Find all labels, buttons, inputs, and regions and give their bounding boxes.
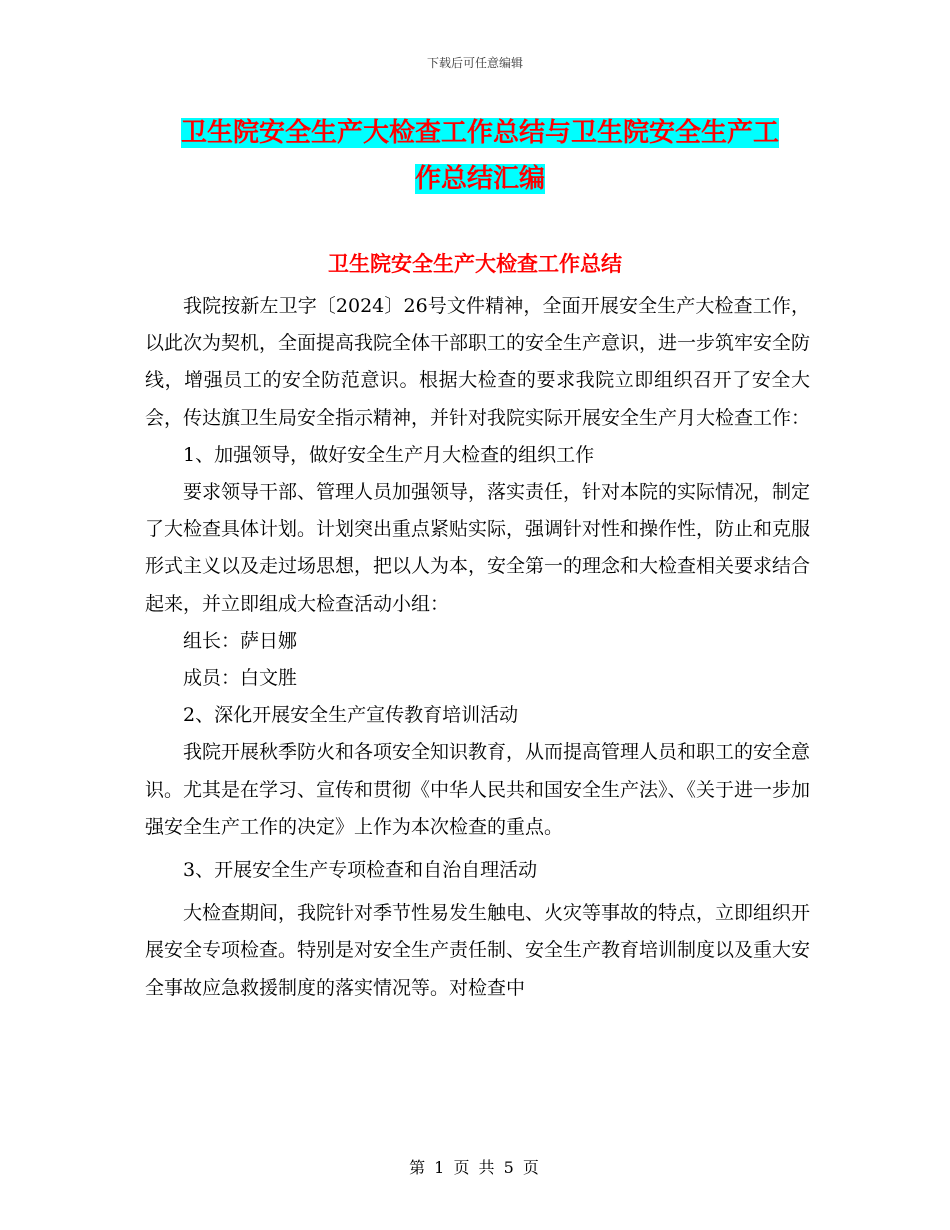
paragraph: 1、加强领导，做好安全生产月大检查的组织工作 xyxy=(183,443,595,466)
header-note: 下载后可任意编辑 xyxy=(426,56,523,70)
section-title: 卫生院安全生产大检查工作总结 xyxy=(328,252,622,276)
page-number-footer: 第 1 页 共 5 页 xyxy=(409,1158,541,1177)
paragraph: 大检查期间，我院针对季节性易发生触电、火灾等事故的特点，立即组织开展安全专项检查。特别是对安全生产责任制、安全生产教育培训制度以及重大安全事故应急救援制度的落实情况等。对检查中 xyxy=(145,902,811,999)
title-line-2: 作总结汇编 xyxy=(414,164,545,194)
paragraph: 成员：白文胜 xyxy=(183,667,298,690)
paragraph: 3、开展安全生产专项检查和自治自理活动 xyxy=(183,859,538,882)
paragraph: 2、深化开展安全生产宣传教育培训活动 xyxy=(183,704,519,727)
paragraph: 我院开展秋季防火和各项安全知识教育，从而提高管理人员和职工的安全意识。尤其是在学习、宣传和贯彻《中华人民共和国安全生产法》、《关于进一步加强安全生产工作的决定》上作为本次检查的重点。 xyxy=(145,741,811,838)
paragraph: 我院按新左卫字〔2024〕26号文件精神，全面开展安全生产大检查工作，以此次为契机，全面提高我院全体干部职工的安全生产意识，进一步筑牢安全防线，增强员工的安全防范意识。根据大检查的要求我院立即组织召开了安全大会，传达旗卫生局安全指示精神，并针对我院实际开展安全生产月大检查工作： xyxy=(145,295,811,429)
paragraph: 要求领导干部、管理人员加强领导，落实责任，针对本院的实际情况，制定了大检查具体计划。计划突出重点紧贴实际，强调针对性和操作性，防止和克服形式主义以及走过场思想，把以人为本，安全第一的理念和大检查相关要求结合起来，并立即组成大检查活动小组： xyxy=(145,481,811,615)
title-line-1: 卫生院安全生产大检查工作总结与卫生院安全生产工 xyxy=(180,118,779,148)
paragraph: 组长：萨日娜 xyxy=(183,629,298,652)
document-title xyxy=(140,110,820,202)
body-text xyxy=(145,288,810,1007)
